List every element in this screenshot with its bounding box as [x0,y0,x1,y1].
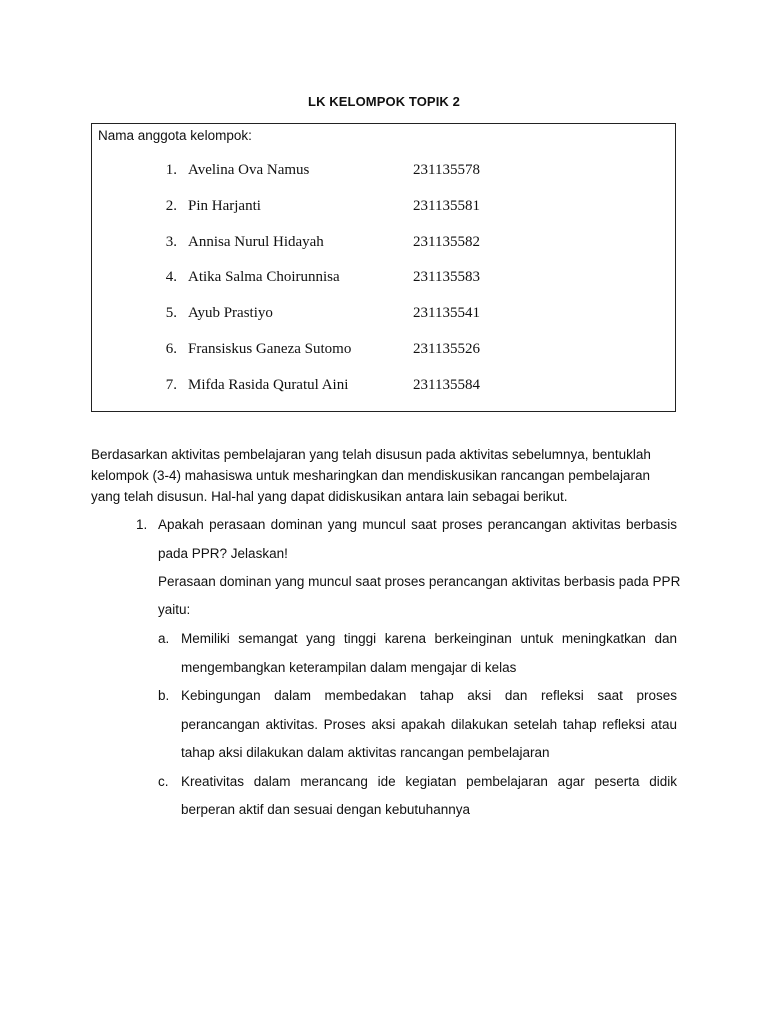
member-nim: 231135583 [413,269,480,285]
point-text: Kreativitas dalam merancang ide kegiatan pembelajaran agar peserta didik [181,774,677,789]
point-letter: c. [158,774,169,789]
point-letter: a. [158,631,170,646]
intro-paragraph [91,444,677,507]
member-name: Avelina Ova Namus [188,162,310,178]
point-text: berperan aktif dan sesuai dengan kebutuhannya [181,802,470,817]
point-text: Kebingungan dalam membedakan tahap aksi dan refleksi saat proses [181,688,677,703]
point-text: Memiliki semangat yang tinggi karena berkeinginan untuk meningkatkan dan [181,631,677,646]
members-box [91,123,676,412]
answer-text: Perasaan dominan yang muncul saat proses perancangan aktivitas berbasis pada PPR [158,574,681,589]
point-text: tahap aksi dilakukan dalam aktivitas rancangan pembelajaran [181,745,550,760]
question-text: Apakah perasaan dominan yang muncul saat proses perancangan aktivitas berbasis [158,517,677,532]
member-name: Atika Salma Choirunnisa [188,269,340,285]
intro-line: Berdasarkan aktivitas pembelajaran yang telah disusun pada aktivitas sebelumnya, bentuklah [91,447,651,462]
members-label: Nama anggota kelompok: [98,128,252,143]
member-nim: 231135581 [413,198,480,214]
intro-line: kelompok (3-4) mahasiswa untuk mesharingkan dan mendiskusikan rancangan pembelajaran [91,468,651,483]
member-name: Pin Harjanti [188,198,261,214]
member-number: 4. [165,269,177,285]
member-name: Mifda Rasida Quratul Aini [188,377,349,393]
member-name: Fransiskus Ganeza Sutomo [188,341,352,357]
member-number: 5. [165,305,177,321]
member-nim: 231135578 [413,162,480,178]
member-number: 3. [165,234,177,250]
member-number: 7. [165,377,177,393]
member-number: 2. [165,198,177,214]
member-nim: 231135526 [413,341,480,357]
member-number: 1. [165,162,177,178]
page-title: LK KELOMPOK TOPIK 2 [308,94,460,109]
member-number: 6. [165,341,177,357]
point-text: mengembangkan keterampilan dalam mengajar di kelas [181,660,517,675]
member-nim: 231135584 [413,377,480,393]
point-letter: b. [158,688,170,703]
member-nim: 231135582 [413,234,480,250]
intro-line: yang telah disusun. Hal-hal yang dapat didiskusikan antara lain sebagai berikut. [91,489,568,504]
answer-text: yaitu: [158,602,191,617]
member-name: Annisa Nurul Hidayah [188,234,324,250]
question-text: pada PPR? Jelaskan! [158,546,288,561]
member-nim: 231135541 [413,305,480,321]
question-number: 1. [136,517,148,532]
point-text: perancangan aktivitas. Proses aksi apakah dilakukan setelah tahap refleksi atau [181,717,677,732]
member-name: Ayub Prastiyo [188,305,273,321]
